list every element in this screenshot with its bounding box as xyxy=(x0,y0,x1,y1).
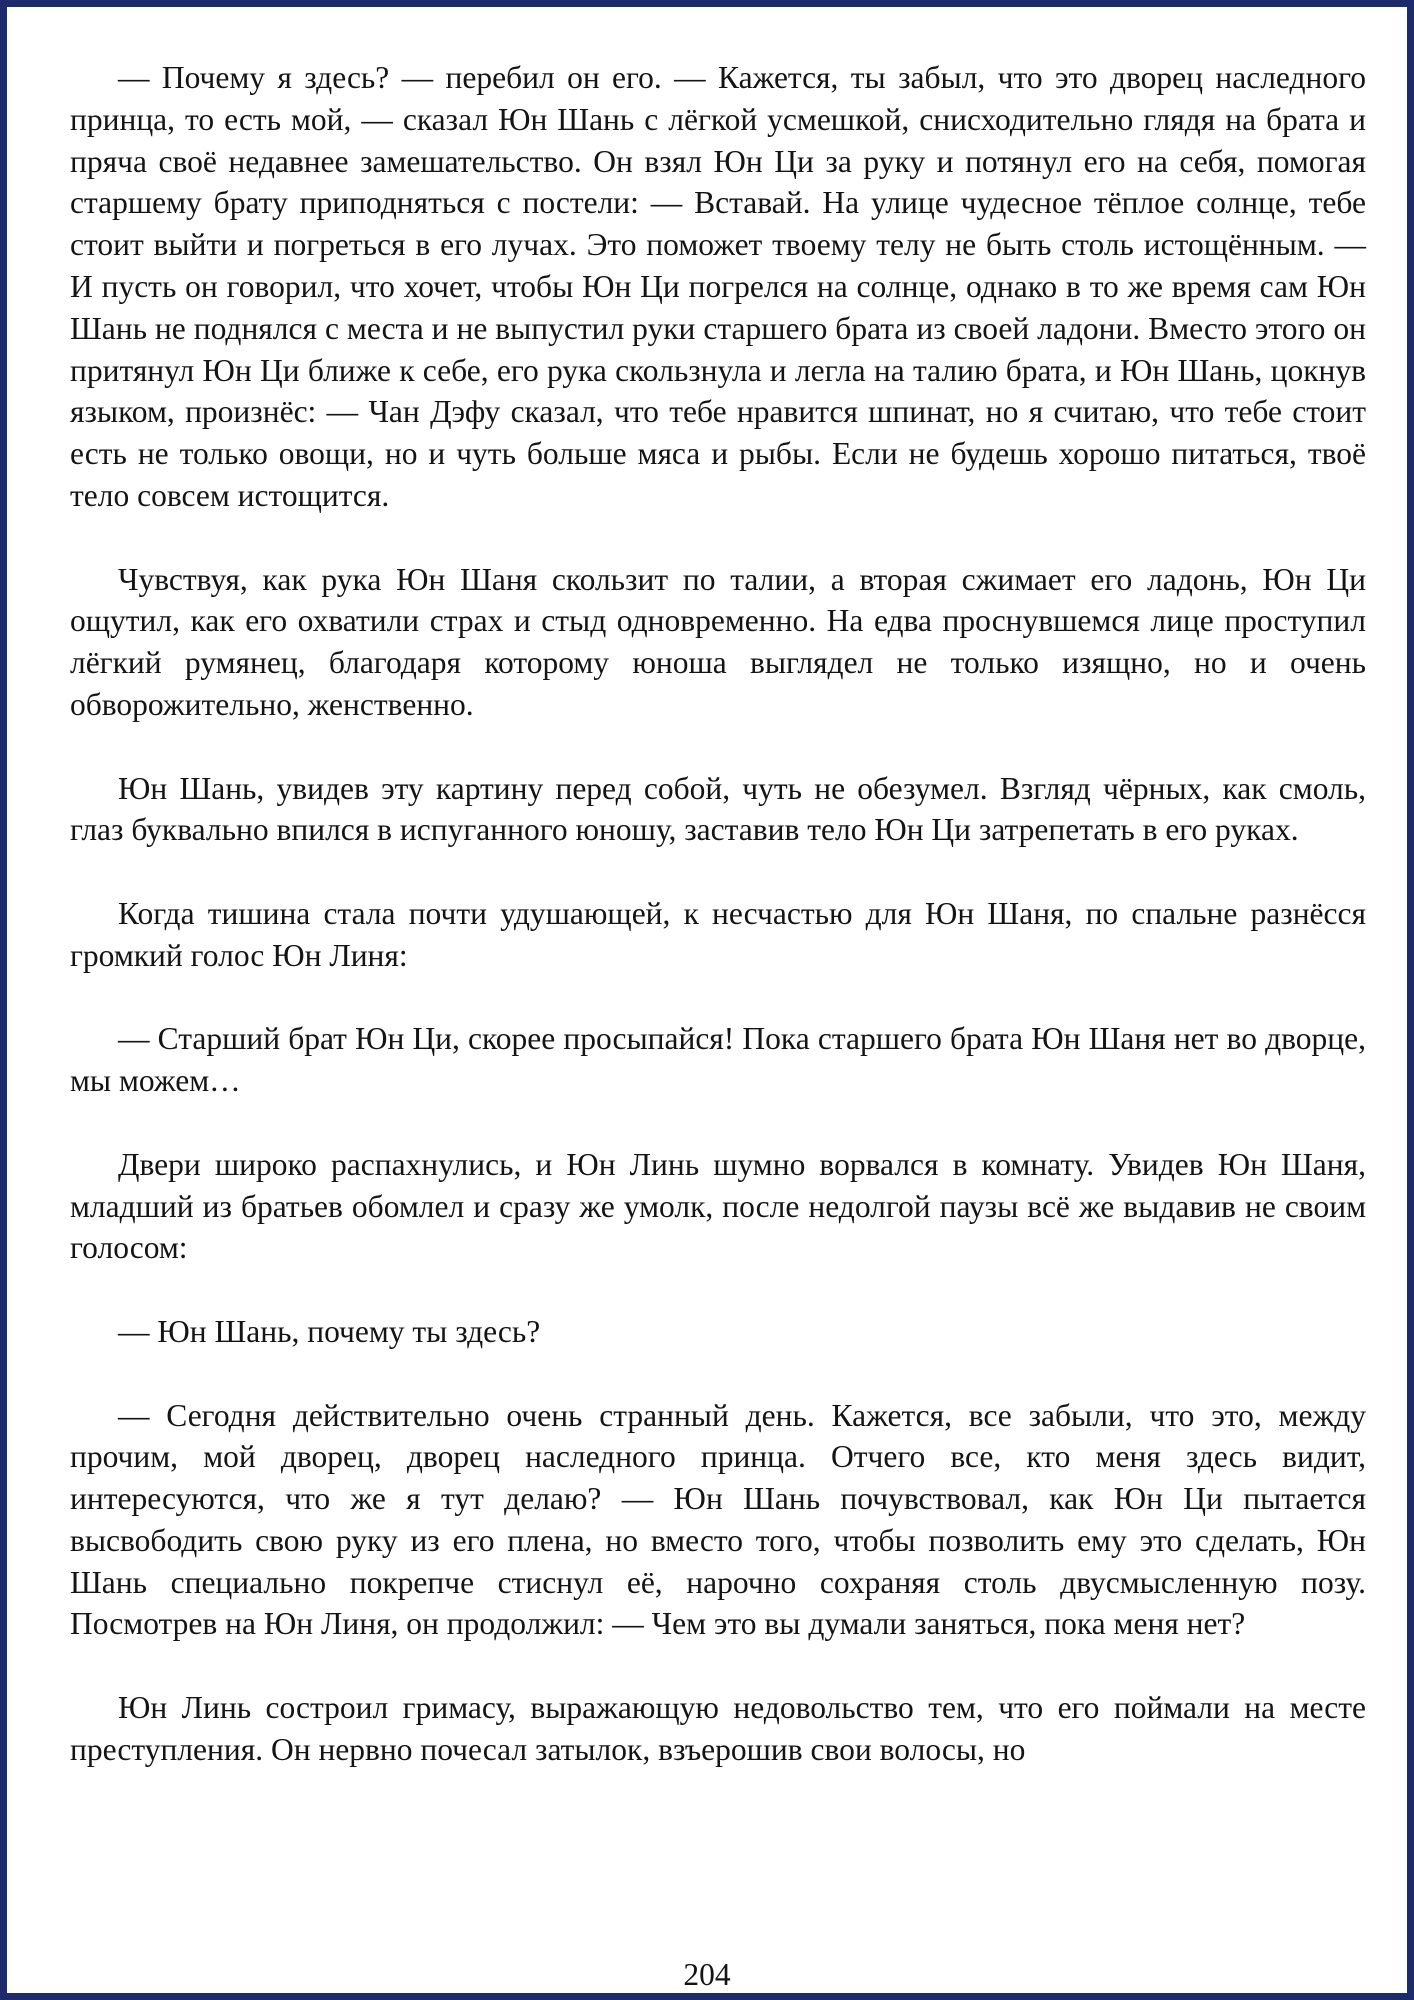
paragraph-6: Двери широко распахнулись, и Юн Линь шумно ворвался в комнату. Увидев Юн Шаня, младший из братьев обомлел и сразу же умолк, после недолгой паузы всё же выдавив не своим голосом: xyxy=(70,1146,1366,1266)
paragraph-4: Когда тишина стала почти удушающей, к несчастью для Юн Шаня, по спальне разнёсся громкий голос Юн Линя: xyxy=(70,895,1366,973)
paragraph-2: Чувствуя, как рука Юн Шаня скользит по талии, а вторая сжимает его ладонь, Юн Ци ощутил, как его охватили страх и стыд одновременно. На едва проснувшемся лице проступил лёгкий румянец, благодаря которому юноша выглядел не только изящно, но и очень обворожительно, женственно. xyxy=(70,561,1366,722)
paragraph-8: — Сегодня действительно очень странный день. Кажется, все забыли, что это, между прочим, мой дворец, дворец наследного принца. Отчего все, кто меня здесь видит, интересуются, что же я тут делаю? — Юн Шань почувствовал, как Юн Ци пытается высвободить свою руку из его плена, но вместо того, чтобы позволить ему это сделать, Юн Шань специально покрепче стиснул её, нарочно сохраняя столь двусмысленную позу. Посмотрев на Юн Линя, он продолжил: — Чем это вы думали заняться, пока меня нет? xyxy=(70,1397,1366,1642)
paragraph-9: Юн Линь состроил гримасу, выражающую недовольство тем, что его поймали на месте преступления. Он нервно почесал затылок, взъерошив свои волосы, но xyxy=(70,1690,1366,1767)
paragraph-3: Юн Шань, увидев эту картину перед собой, чуть не обезумел. Взгляд чёрных, как смоль, глаз буквально впился в испуганного юношу, заставив тело Юн Ци затрепетать в его руках. xyxy=(70,770,1366,848)
page-body-text xyxy=(70,57,1366,1771)
paragraph-1: — Почему я здесь? — перебил он его. — Кажется, ты забыл, что это дворец наследного принца, то есть мой, — сказал Юн Шань с лёгкой усмешкой, снисходительно глядя на брата и пряча своё недавнее замешательство. Он взял Юн Ци за руку и потянул его на себя, помогая старшему брату приподняться с постели: — Вставай. На улице чудесное тёплое солнце, тебе стоит выйти и погреться в его лучах. Это поможет твоему телу не быть столь истощённым. — И пусть он говорил, что хочет, чтобы Юн Ци погрелся на солнце, однако в то же время сам Юн Шань не поднялся с места и не выпустил руки старшего брата из своей ладони. Вместо этого он притянул Юн Ци ближе к себе, его рука скользнула и легла на талию брата, и Юн Шань, цокнув языком, произнёс: — Чан Дэфу сказал, что тебе нравится шпинат, но я считаю, что тебе стоит есть не только овощи, но и чуть больше мяса и рыбы. Если не будешь хорошо питаться, твоё тело совсем истощится. xyxy=(70,60,1366,513)
page-number: 204 xyxy=(683,1957,731,1992)
paragraph-7: — Юн Шань, почему ты здесь? xyxy=(118,1313,541,1349)
paragraph-5: — Старший брат Юн Ци, скорее просыпайся! Пока старшего брата Юн Шаня нет во дворце, мы можем… xyxy=(70,1021,1366,1099)
